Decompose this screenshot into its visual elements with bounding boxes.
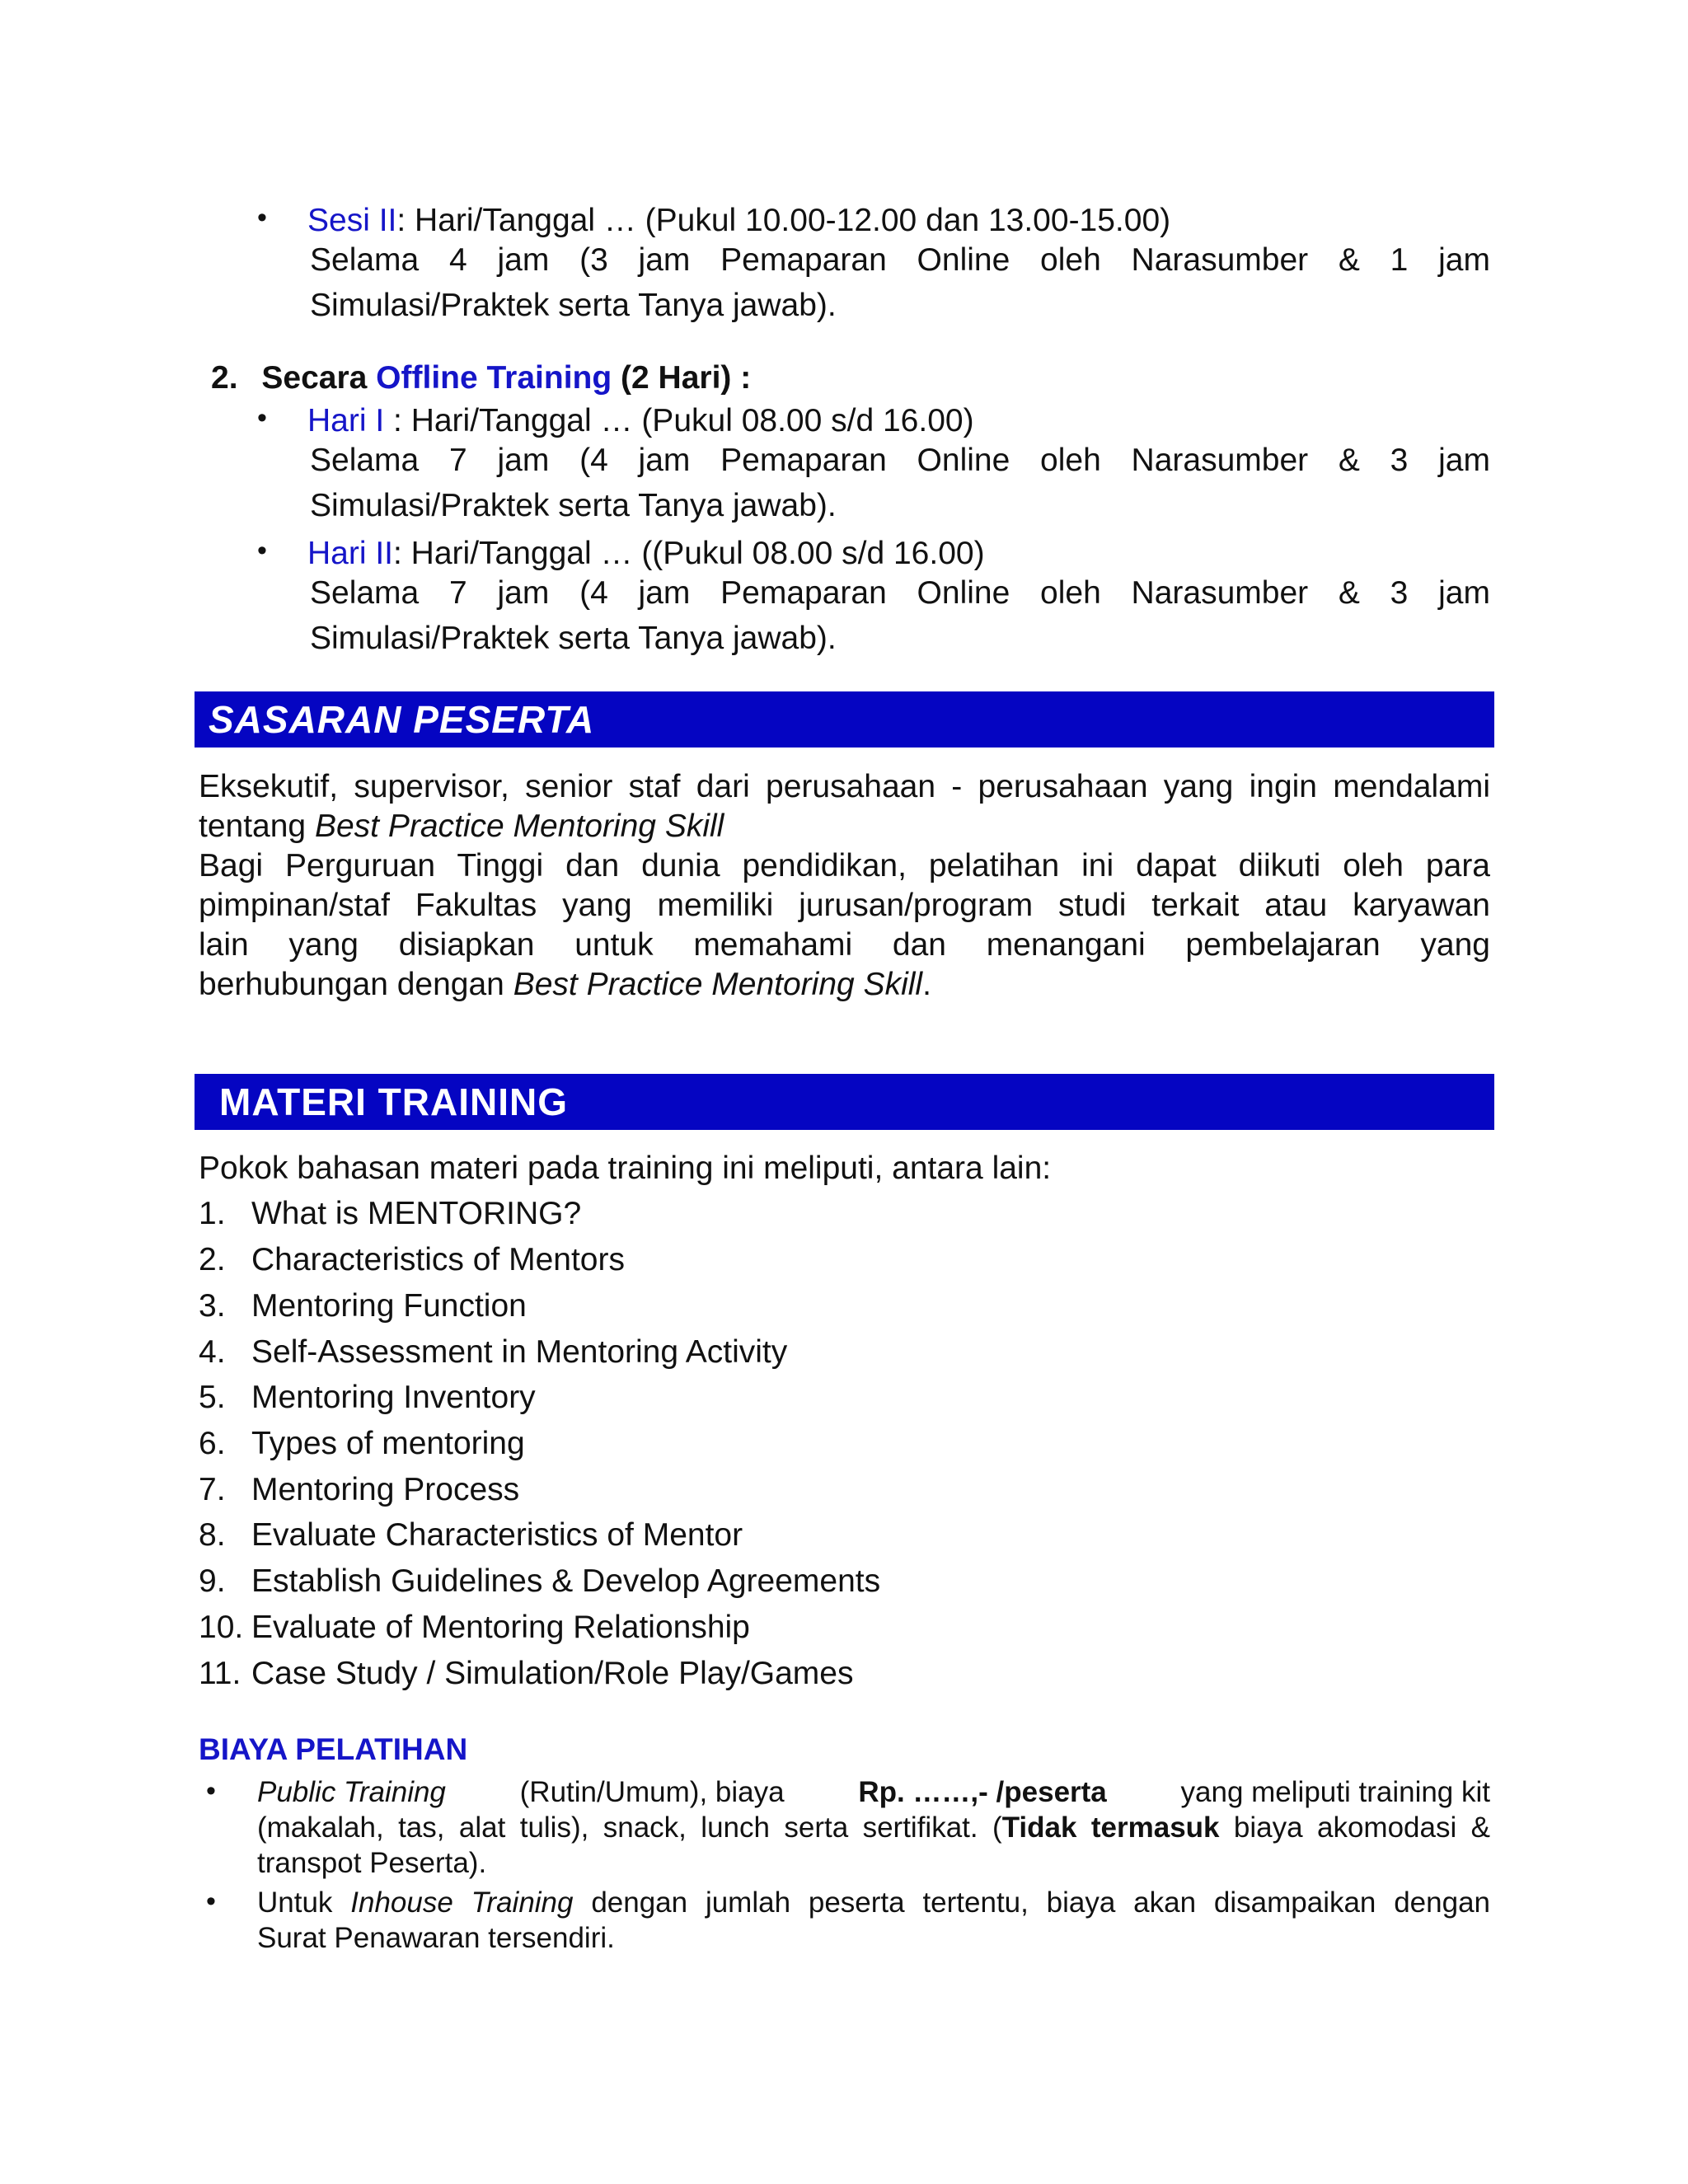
list-item-label: Self-Assessment in Mentoring Activity — [251, 1334, 788, 1370]
biaya-item1-line1 — [257, 1774, 1490, 1810]
sasaran-p1-line2-text: tentang — [199, 808, 315, 844]
inhouse-training-label: Inhouse Training — [350, 1886, 574, 1919]
biaya-kit-text: yang meliputi training kit — [1180, 1776, 1490, 1808]
list-item-number: 4. — [199, 1334, 226, 1370]
list-item-number: 5. — [199, 1380, 226, 1415]
tidak-termasuk-text: Tidak termasuk — [1001, 1811, 1220, 1844]
list-item-number: 2. — [199, 1242, 226, 1277]
list-item-label: Case Study / Simulation/Role Play/Games — [251, 1656, 854, 1691]
biaya-rutin-text: (Rutin/Umum), biaya — [519, 1776, 785, 1808]
list-item-label: Mentoring Inventory — [251, 1380, 536, 1415]
bullet: • — [257, 535, 267, 566]
list-item — [199, 1605, 1188, 1651]
biaya-line2-tail: biaya akomodasi & — [1219, 1811, 1490, 1844]
list-item-number: 8. — [199, 1517, 226, 1553]
hari2-text: : Hari/Tanggal … ((Pukul 08.00 s/d 16.00) — [393, 536, 985, 571]
sasaran-p1-line1: Eksekutif, supervisor, senior staf dari perusahaan - perusahaan yang ingin mendalami — [199, 769, 1490, 804]
list-item-label: Mentoring Function — [251, 1288, 527, 1324]
materi-intro: Pokok bahasan materi pada training ini meliputi, antara lain: — [199, 1151, 1052, 1186]
biaya-item1-line3: transpot Peserta). — [257, 1847, 487, 1879]
list-item — [199, 1651, 1188, 1697]
hari2-desc-line2: Simulasi/Praktek serta Tanya jawab). — [310, 621, 837, 656]
list-item — [199, 1237, 1188, 1283]
hari1-line — [307, 400, 974, 442]
sasaran-p2-line3: lain yang disiapkan untuk memahami dan menangani pembelajaran yang — [199, 927, 1490, 963]
bullet: • — [206, 1886, 216, 1917]
list-item-label: Establish Guidelines & Develop Agreements — [251, 1563, 881, 1599]
bullet: • — [257, 402, 267, 434]
list-item — [199, 1467, 1188, 1513]
biaya-item2-line1 — [257, 1885, 1490, 1920]
sasaran-p2-line4-end: . — [922, 967, 931, 1002]
list-item-number: 11. — [199, 1656, 241, 1691]
hari1-desc-line2: Simulasi/Praktek serta Tanya jawab). — [310, 488, 837, 523]
bullet: • — [257, 202, 267, 233]
hari2-label: Hari II — [307, 536, 394, 571]
hari1-label: Hari I — [307, 403, 385, 438]
biaya-item2-line2: Surat Penawaran tersendiri. — [257, 1922, 615, 1954]
list-item — [199, 1375, 1188, 1421]
list-item-label: Mentoring Process — [251, 1472, 520, 1507]
offline-suffix: (2 Hari) : — [612, 360, 752, 396]
biaya-item2-tail: dengan jumlah peserta tertentu, biaya akan disampaikan dengan — [573, 1886, 1491, 1919]
sesi2-text: : Hari/Tanggal … (Pukul 10.00-12.00 dan 13.00-15.00) — [396, 203, 1171, 238]
sesi2-line — [307, 199, 1170, 241]
sasaran-p2-line4 — [199, 963, 931, 1005]
sasaran-p2-line1: Bagi Perguruan Tinggi dan dunia pendidikan, pelatihan ini dapat diikuti oleh para — [199, 848, 1490, 883]
list-item — [199, 1512, 1188, 1558]
list-item-label: Types of mentoring — [251, 1426, 525, 1461]
sesi2-desc-line2: Simulasi/Praktek serta Tanya jawab). — [310, 288, 837, 323]
biaya-price: Rp. ……,- /peserta — [858, 1776, 1107, 1808]
list-item — [199, 1421, 1188, 1467]
list-item-label: Evaluate of Mentoring Relationship — [251, 1610, 750, 1645]
list-item-number: 1. — [199, 1196, 226, 1231]
sasaran-heading: SASARAN PESERTA — [195, 691, 1494, 748]
sasaran-p1-line2 — [199, 805, 724, 847]
sesi2-label: Sesi II — [307, 203, 397, 238]
public-training-label: Public Training — [257, 1776, 446, 1808]
offline-number: 2. — [211, 360, 238, 396]
sasaran-p1-line2-italic: Best Practice Mentoring Skill — [314, 808, 724, 844]
materi-heading: MATERI TRAINING — [195, 1074, 1494, 1130]
offline-highlight: Offline Training — [376, 360, 612, 396]
biaya-item1-line2 — [257, 1810, 1490, 1845]
list-item-number: 9. — [199, 1563, 226, 1599]
list-item-number: 6. — [199, 1426, 226, 1461]
sasaran-p2-line2: pimpinan/staf Fakultas yang memiliki jurusan/program studi terkait atau karyawan — [199, 888, 1490, 923]
list-item — [199, 1329, 1188, 1376]
list-item — [199, 1558, 1188, 1605]
hari1-text: : Hari/Tanggal … (Pukul 08.00 s/d 16.00) — [384, 403, 974, 438]
list-item-number: 10. — [199, 1610, 244, 1645]
list-item-label: What is MENTORING? — [251, 1196, 582, 1231]
hari2-line — [307, 532, 985, 574]
biaya-untuk-text: Untuk — [257, 1886, 351, 1919]
list-item-number: 7. — [199, 1472, 226, 1507]
sasaran-p2-line4-text: berhubungan dengan — [199, 967, 513, 1002]
list-item-label: Characteristics of Mentors — [251, 1242, 625, 1277]
list-item-number: 3. — [199, 1288, 226, 1324]
bullet: • — [206, 1775, 216, 1807]
hari2-desc-line1: Selama 7 jam (4 jam Pemaparan Online oleh Narasumber & 3 jam — [310, 575, 1490, 611]
sesi2-desc-line1: Selama 4 jam (3 jam Pemaparan Online oleh Narasumber & 1 jam — [310, 242, 1490, 278]
hari1-desc-line1: Selama 7 jam (4 jam Pemaparan Online oleh Narasumber & 3 jam — [310, 443, 1490, 478]
list-item — [199, 1191, 1188, 1237]
biaya-line2-text: (makalah, tas, alat tulis), snack, lunch serta sertifikat. ( — [257, 1811, 1002, 1844]
offline-prefix: Secara — [261, 360, 377, 396]
sasaran-p2-line4-italic: Best Practice Mentoring Skill — [513, 967, 923, 1002]
list-item-label: Evaluate Characteristics of Mentor — [251, 1517, 743, 1553]
offline-heading — [211, 357, 751, 399]
list-item — [199, 1283, 1188, 1329]
biaya-heading: BIAYA PELATIHAN — [199, 1732, 468, 1766]
